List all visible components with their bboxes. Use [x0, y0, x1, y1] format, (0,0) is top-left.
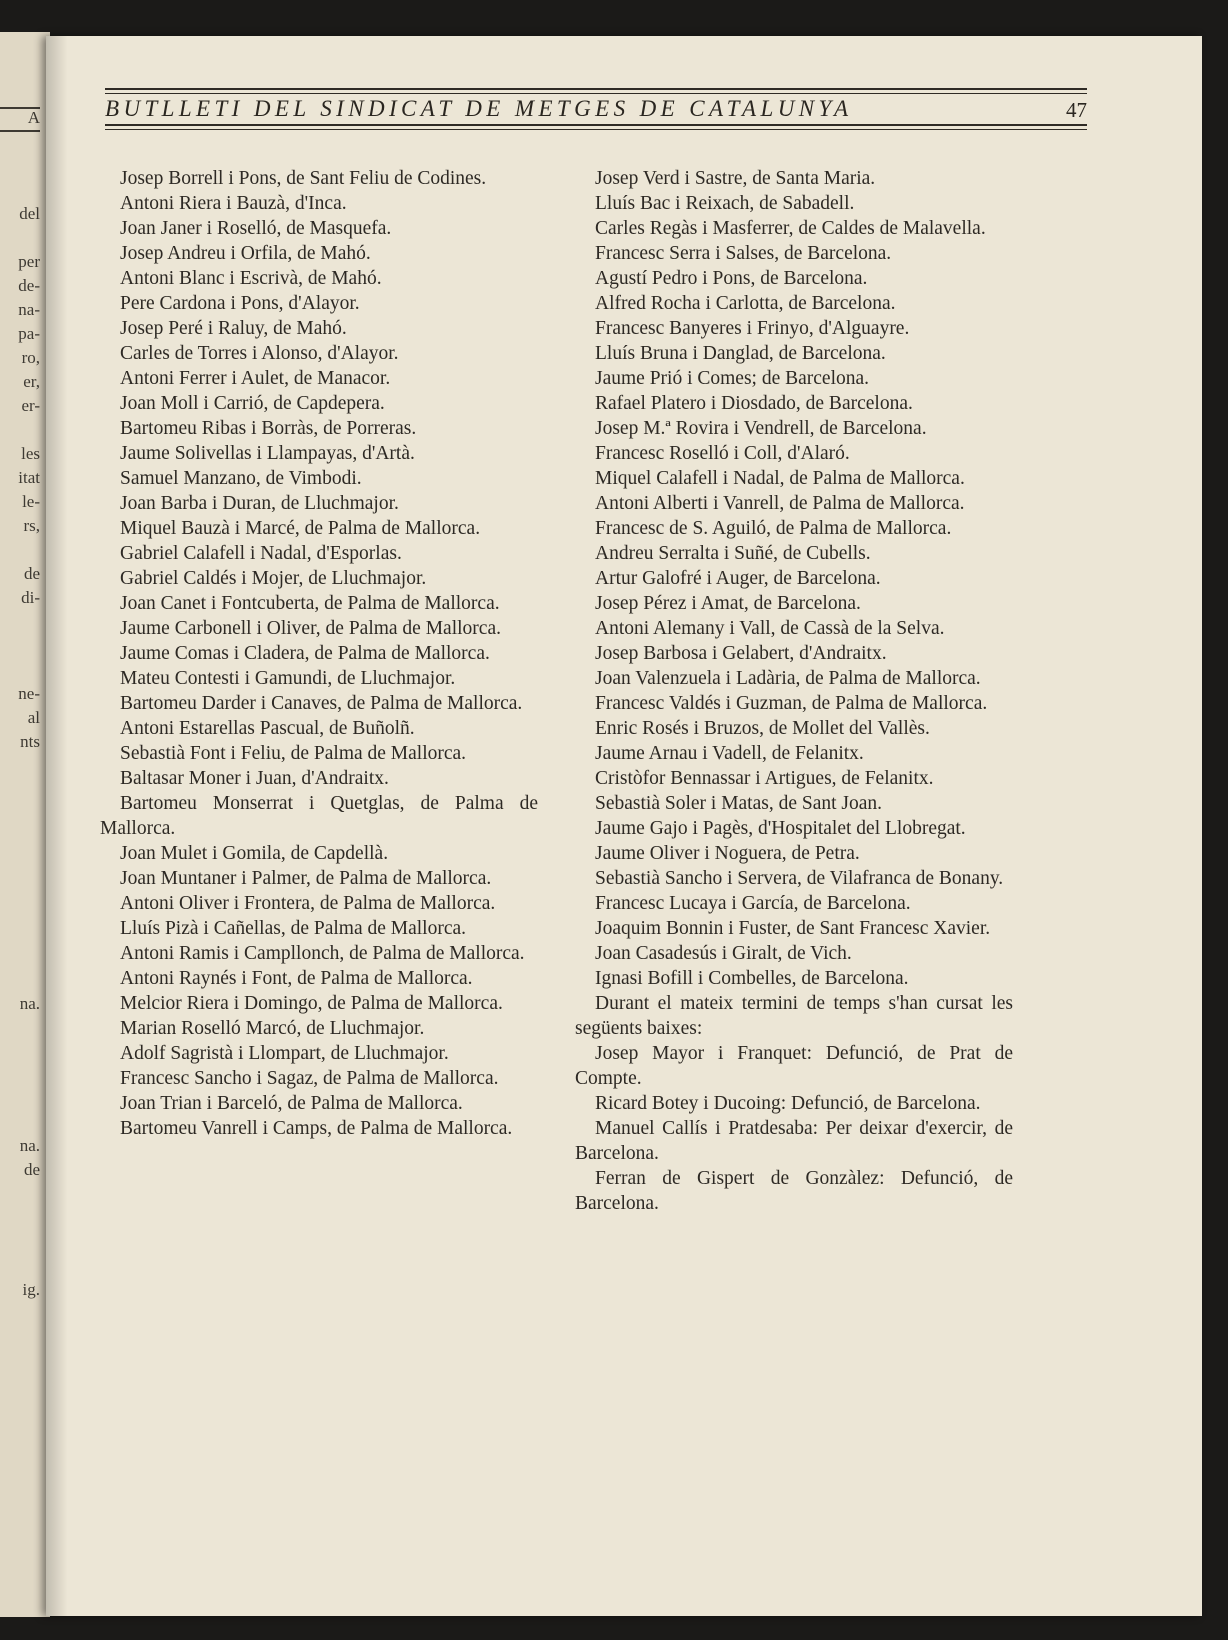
prev-page-fragment: A [27, 108, 40, 127]
member-entry: Bartomeu Monserrat i Quetglas, de Palma de Mallorca. [100, 793, 538, 839]
member-entry: Josep Andreu i Orfila, de Mahó. [120, 243, 371, 264]
header-rule [105, 129, 1087, 130]
member-entry: Lluís Bac i Reixach, de Sabadell. [595, 193, 855, 214]
member-entry: Francesc Sancho i Sagaz, de Palma de Mallorca. [120, 1068, 499, 1089]
member-entry: Samuel Manzano, de Vimbodi. [120, 468, 362, 489]
member-entry: Alfred Rocha i Carlotta, de Barcelona. [595, 293, 896, 314]
member-entry: Sebastià Soler i Matas, de Sant Joan. [595, 793, 883, 814]
prev-page-fragment: rs, [23, 516, 40, 535]
member-entry: Sebastià Font i Feliu, de Palma de Mallorca. [120, 743, 467, 764]
prev-page-fragment: er, [23, 372, 40, 391]
member-entry: Antoni Ferrer i Aulet, de Manacor. [120, 368, 391, 389]
member-entry: Antoni Riera i Bauzà, d'Inca. [120, 193, 347, 214]
prev-page-rule [0, 130, 40, 132]
page-number: 47 [1066, 98, 1087, 122]
member-entry: Sebastià Sancho i Servera, de Vilafranca de Bonany. [595, 868, 1004, 889]
member-entry: Joan Valenzuela i Ladària, de Palma de Mallorca. [595, 668, 981, 689]
prev-page-fragment: del [19, 204, 40, 223]
member-entry: Joan Janer i Roselló, de Masquefa. [120, 218, 392, 239]
member-entry: Mateu Contesti i Gamundi, de Lluchmajor. [120, 668, 456, 689]
prev-page-fragment: nts [20, 732, 40, 751]
member-entry: Jaume Arnau i Vadell, de Felanitx. [595, 743, 864, 764]
member-entry: Jaume Solivellas i Llampayas, d'Artà. [120, 443, 415, 464]
member-entry: Josep Barbosa i Gelabert, d'Andraitx. [595, 643, 887, 664]
member-entry: Rafael Platero i Diosdado, de Barcelona. [595, 393, 913, 414]
member-entry: Josep Peré i Raluy, de Mahó. [120, 318, 347, 339]
member-entry: Antoni Estarellas Pascual, de Buñolñ. [120, 718, 415, 739]
member-entry: Lluís Bruna i Danglad, de Barcelona. [595, 343, 886, 364]
member-entry: Antoni Raynés i Font, de Palma de Mallorca. [120, 968, 473, 989]
member-entry: Miquel Calafell i Nadal, de Palma de Mallorca. [595, 468, 965, 489]
member-entry: Joan Barba i Duran, de Lluchmajor. [120, 493, 399, 514]
prev-page-fragment: ig. [22, 1280, 40, 1299]
prev-page-fragment: ne- [18, 684, 40, 703]
member-entry: Pere Cardona i Pons, d'Alayor. [120, 293, 360, 314]
member-entry: Ferran de Gispert de Gonzàlez: Defunció, de Barcelona. [575, 1168, 1013, 1214]
prev-page-fragment: de [23, 1160, 40, 1179]
prev-page-fragment: itat [18, 468, 40, 487]
member-entry: Andreu Serralta i Suñé, de Cubells. [595, 543, 871, 564]
prev-page-fragment: di- [21, 588, 40, 607]
member-entry: Jaume Gajo i Pagès, d'Hospitalet del Llobregat. [595, 818, 966, 839]
member-entry: Antoni Blanc i Escrivà, de Mahó. [120, 268, 382, 289]
member-entry: Agustí Pedro i Pons, de Barcelona. [595, 268, 868, 289]
previous-page-edge [0, 32, 50, 1617]
member-entry: Joan Canet i Fontcuberta, de Palma de Mallorca. [120, 593, 500, 614]
member-entry: Francesc Serra i Salses, de Barcelona. [595, 243, 892, 264]
member-entry: Jaume Comas i Cladera, de Palma de Mallorca. [120, 643, 490, 664]
header-rule [105, 88, 1087, 90]
header-rule [105, 124, 1087, 126]
member-entry: Bartomeu Ribas i Borràs, de Porreras. [120, 418, 417, 439]
member-entry: Adolf Sagristà i Llompart, de Lluchmajor. [120, 1043, 449, 1064]
prev-page-fragment: ro, [21, 348, 40, 367]
prev-page-fragment: pa- [18, 324, 40, 343]
member-entry: Antoni Oliver i Frontera, de Palma de Mallorca. [120, 893, 496, 914]
member-entry: Bartomeu Darder i Canaves, de Palma de Mallorca. [120, 693, 523, 714]
member-entry: Marian Roselló Marcó, de Lluchmajor. [120, 1018, 425, 1039]
member-entry: Ricard Botey i Ducoing: Defunció, de Barcelona. [595, 1093, 981, 1114]
member-entry: Joan Trian i Barceló, de Palma de Mallorca. [120, 1093, 463, 1114]
member-entry: Joan Mulet i Gomila, de Capdellà. [120, 843, 389, 864]
member-entry: Melcior Riera i Domingo, de Palma de Mallorca. [120, 993, 503, 1014]
member-entry: Lluís Pizà i Cañellas, de Palma de Mallorca. [120, 918, 467, 939]
prev-page-fragment: al [27, 708, 40, 727]
member-entry: Francesc Banyeres i Frinyo, d'Alguayre. [595, 318, 910, 339]
member-entry: Antoni Alberti i Vanrell, de Palma de Mallorca. [595, 493, 965, 514]
member-entry: Gabriel Caldés i Mojer, de Lluchmajor. [120, 568, 427, 589]
member-entry: Artur Galofré i Auger, de Barcelona. [595, 568, 881, 589]
member-entry: Joan Casadesús i Giralt, de Vich. [595, 943, 852, 964]
member-entry: Bartomeu Vanrell i Camps, de Palma de Mallorca. [120, 1118, 513, 1139]
prev-page-fragment: de [23, 564, 40, 583]
member-entry: Antoni Alemany i Vall, de Cassà de la Selva. [595, 618, 945, 639]
member-entry: Carles Regàs i Masferrer, de Caldes de Malavella. [595, 218, 986, 239]
member-entry: Joan Moll i Carrió, de Capdepera. [120, 393, 385, 414]
member-entry: Miquel Bauzà i Marcé, de Palma de Mallorca. [120, 518, 481, 539]
member-entry: Francesc Valdés i Guzman, de Palma de Mallorca. [595, 693, 988, 714]
right-column-member-list [575, 166, 1013, 1216]
member-entry: Antoni Ramis i Campllonch, de Palma de Mallorca. [120, 943, 525, 964]
member-entry: Jaume Prió i Comes; de Barcelona. [595, 368, 870, 389]
prev-page-fragment: les [21, 444, 40, 463]
member-entry: Joaquim Bonnin i Fuster, de Sant Francesc Xavier. [595, 918, 991, 939]
member-entry: Carles de Torres i Alonso, d'Alayor. [120, 343, 399, 364]
journal-title: BUTLLETI DEL SINDICAT DE METGES DE CATALUNYA [105, 96, 853, 121]
running-header [105, 96, 1087, 126]
member-entry: Francesc Roselló i Coll, d'Alaró. [595, 443, 850, 464]
member-entry: Josep Mayor i Franquet: Defunció, de Prat de Compte. [575, 1043, 1013, 1089]
prev-page-fragment: na- [18, 300, 40, 319]
header-rule [105, 93, 1087, 94]
member-entry: Durant el mateix termini de temps s'han cursat les següents baixes: [575, 993, 1013, 1039]
prev-page-fragment: na. [19, 1136, 40, 1155]
member-entry: Josep Borrell i Pons, de Sant Feliu de Codines. [120, 168, 487, 189]
member-entry: Baltasar Moner i Juan, d'Andraitx. [120, 768, 389, 789]
left-column-member-list [100, 166, 538, 1141]
prev-page-fragment: na. [19, 994, 40, 1013]
member-entry: Cristòfor Bennassar i Artigues, de Felanitx. [595, 768, 934, 789]
prev-page-fragment: de- [18, 276, 40, 295]
member-entry: Francesc de S. Aguiló, de Palma de Mallorca. [595, 518, 952, 539]
member-entry: Enric Rosés i Bruzos, de Mollet del Vallès. [595, 718, 930, 739]
member-entry: Jaume Carbonell i Oliver, de Palma de Mallorca. [120, 618, 501, 639]
prev-page-fragment: le- [22, 492, 40, 511]
member-entry: Joan Muntaner i Palmer, de Palma de Mallorca. [120, 868, 492, 889]
member-entry: Francesc Lucaya i García, de Barcelona. [595, 893, 911, 914]
member-entry: Jaume Oliver i Noguera, de Petra. [595, 843, 860, 864]
member-entry: Manuel Callís i Pratdesaba: Per deixar d'exercir, de Barcelona. [575, 1118, 1013, 1164]
member-entry: Gabriel Calafell i Nadal, d'Esporlas. [120, 543, 402, 564]
member-entry: Ignasi Bofill i Combelles, de Barcelona. [595, 968, 909, 989]
prev-page-fragment: per [18, 252, 40, 271]
member-entry: Josep Pérez i Amat, de Barcelona. [595, 593, 861, 614]
member-entry: Josep M.ª Rovira i Vendrell, de Barcelona. [595, 418, 927, 439]
member-entry: Josep Verd i Sastre, de Santa Maria. [595, 168, 876, 189]
page-gutter-shadow [46, 36, 68, 1616]
prev-page-fragment: er- [21, 396, 40, 415]
